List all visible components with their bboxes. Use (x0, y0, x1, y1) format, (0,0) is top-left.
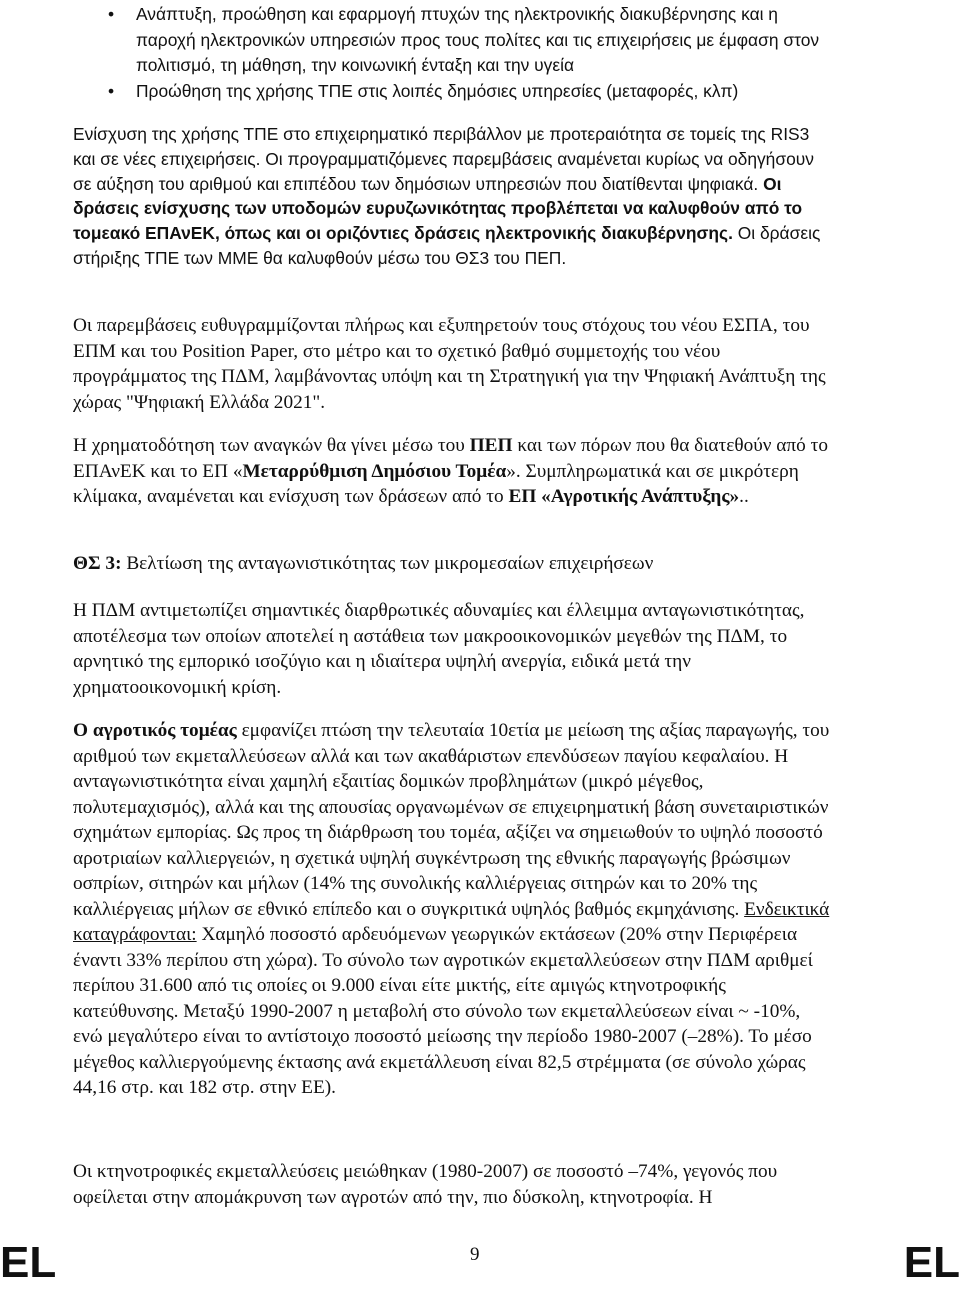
section-heading-label: ΘΣ 3: (73, 553, 122, 574)
paragraph-text: Χαμηλό ποσοστό αρδευόμενων γεωργικών εκτάσεων (20% στην Περιφέρεια έναντι 33% περίπου στη χώρα). Το σύνολο των αγροτικών εκμεταλλεύσεων στην ΠΔΜ αριθμεί περίπου 31.600 από τις οποίες οι 9.000 είναι είτε μικτής, είτε αμιγώς κτηνοτροφικής κατεύθυνσης. Μεταξύ 1990-2007 η μεταβολή στο σύνολο των εκμεταλλεύσεων είναι ~ -10%, ενώ μεγαλύτερο είναι το αντίστοιχο ποσοστό μείωσης την περίοδο 1980-2007 (–28%). Το μέσο μέγεθος καλλιεργούμενης έκτασης ανά εκμετάλλευση είναι 82,5 στρέμματα (σε σύνολο χώρας 44,16 στρ. και 182 στρ. στην ΕΕ). (73, 924, 813, 1098)
paragraph-bold-text: ΕΠ «Αγροτικής Ανάπτυξης» (508, 486, 740, 507)
paragraph-bold-text: Μεταρρύθμιση Δημόσιου Τομέα (242, 460, 507, 482)
paragraph-text: Οι κτηνοτροφικές εκμεταλλεύσεις μειώθηκαν (1980-2007) σε ποσοστό –74%, γεγονός που οφείλεται στην απομάκρυνση των αγροτών από την, πιο δύσκολη, κτηνοτροφία. Η (73, 1161, 778, 1208)
paragraph-underlined-text: Ενδεικτικά καταγράφονται: (73, 898, 830, 945)
bullet-dot-icon: • (108, 4, 115, 24)
paragraph-text: .. (739, 486, 749, 507)
bullet-text: Προώθηση της χρήσης ΤΠΕ στις λοιπές δημόσιες υπηρεσίες (μεταφορές, κλπ) (136, 80, 739, 101)
bullet-dot-icon: • (108, 80, 115, 101)
footer-language-code-left: EL (0, 1238, 57, 1287)
paragraph-text: εμφανίζει πτώση την τελευταία 10ετία με μείωση της αξίας παραγωγής, του αριθμού των εκμεταλλεύσεων αλλά και των ακαθάριστων επενδύσεων παγίου κεφαλαίου. Η ανταγωνιστικότητα είναι χαμηλή εξαιτίας δομικών προβλημάτων (μικρό μέγεθος, πολυτεμαχισμός), αλλά και της απουσίας οργανωμένων σε επιχειρηματική βάση συνεταιριστικών σχημάτων εμπορίας. Ως προς τη διάρθρωση του τομέα, αξίζει να σημειωθούν το υψηλό ποσοστό αροτριαίων καλλιεργειών, η σχετικά υψηλή συγκέντρωση της εθνικής παραγωγής βρώσιμων οσπρίων, σιτηρών και μήλων (14% της συνολικής καλλιέργειας σιτηρών και το 20% της καλλιέργειας μήλων σε εθνικό επίπεδο και ο συγκριτικά υψηλός βαθμός εκμηχάνισης. (73, 720, 830, 920)
paragraph-text: και των πόρων που θα διατεθούν από το ΕΠΑνΕΚ και το ΕΠ « (73, 435, 828, 482)
page-number: 9 (470, 1244, 480, 1265)
bullet-item (108, 2, 828, 79)
footer-language-code-right: EL (903, 1238, 960, 1287)
bullet-text: Ανάπτυξη, προώθηση και εφαρμογή πτυχών της ηλεκτρονικής διακυβέρνησης και η παροχή ηλεκτρονικών υπηρεσιών προς τους πολίτες και τις επιχειρήσεις με έμφαση στον πολιτισμό, τη μάθηση, την κοινωνική ένταξη και την υγεία (136, 4, 820, 75)
paragraph-ict-business (73, 122, 833, 271)
paragraph-weaknesses (73, 598, 833, 700)
paragraph-text: Η ΠΔΜ αντιμετωπίζει σημαντικές διαρθρωτικές αδυναμίες και έλλειμμα ανταγωνιστικότητας, αποτέλεσμα των οποίων αποτελεί η αστάθεια των μακροοικονομικών μεγεθών της ΠΔΜ, το αρνητικό της εμπορικό ισοζύγιο και η ιδιαίτερα υψηλή ανεργία, ειδικά μετά την χρηματοοικονομική κρίση. (73, 600, 805, 698)
paragraph-text: Οι παρεμβάσεις ευθυγραμμίζονται πλήρως και εξυπηρετούν τους στόχους του νέου ΕΣΠΑ, του ΕΠΜ και του Position Paper, στο μέτρο και το σχετικό βαθμό συμμετοχής του νέου προγράμματος της ΠΔΜ, λαμβάνοντας υπόψη και τη Στρατηγική για την Ψηφιακή Ανάπτυξη της χώρας "Ψηφιακή Ελλάδα 2021". (73, 315, 826, 413)
paragraph-agriculture (73, 718, 833, 1101)
paragraph-text: Οι δράσεις στήριξης ΤΠΕ των ΜΜΕ θα καλυφθούν μέσω του ΘΣ3 του ΠΕΠ. (73, 223, 821, 268)
paragraph-alignment (73, 313, 833, 415)
paragraph-text: Ενίσχυση της χρήσης ΤΠΕ στο επιχειρηματικό περιβάλλον με προτεραιότητα σε τομείς της RIS3 και σε νέες επιχειρήσεις. Οι προγραμματιζόμενες παρεμβάσεις αναμένεται κυρίως να οδηγήσουν σε αύξηση του αριθμού και επιπέδου των δημόσιων υπηρεσιών που διατίθενται ψηφιακά. (73, 124, 814, 194)
bullet-list (108, 2, 828, 104)
paragraph-bold-text: Οι δράσεις ενίσχυσης των υποδομών ευρυζωνικότητας προβλέπεται να καλυφθούν από το τομεακό ΕΠΑνΕΚ, όπως και οι οριζόντιες δράσεις ηλεκτρονικής διακυβέρνησης. (73, 173, 803, 244)
section-heading (73, 551, 833, 577)
paragraph-bold-text: ΠΕΠ (469, 435, 513, 456)
bullet-item (108, 79, 828, 105)
paragraph-bold-text: Ο αγροτικός τομέας (73, 720, 237, 741)
section-heading-text: Βελτίωση της ανταγωνιστικότητας των μικρομεσαίων επιχειρήσεων (121, 553, 654, 574)
paragraph-text: ». Συμπληρωματικά και σε μικρότερη κλίμακα, αναμένεται και ενίσχυση των δράσεων από το (73, 460, 799, 507)
paragraph-text: Η χρηματοδότηση των αναγκών θα γίνει μέσω του (73, 435, 470, 456)
paragraph-funding (73, 433, 833, 510)
paragraph-livestock (73, 1159, 833, 1210)
